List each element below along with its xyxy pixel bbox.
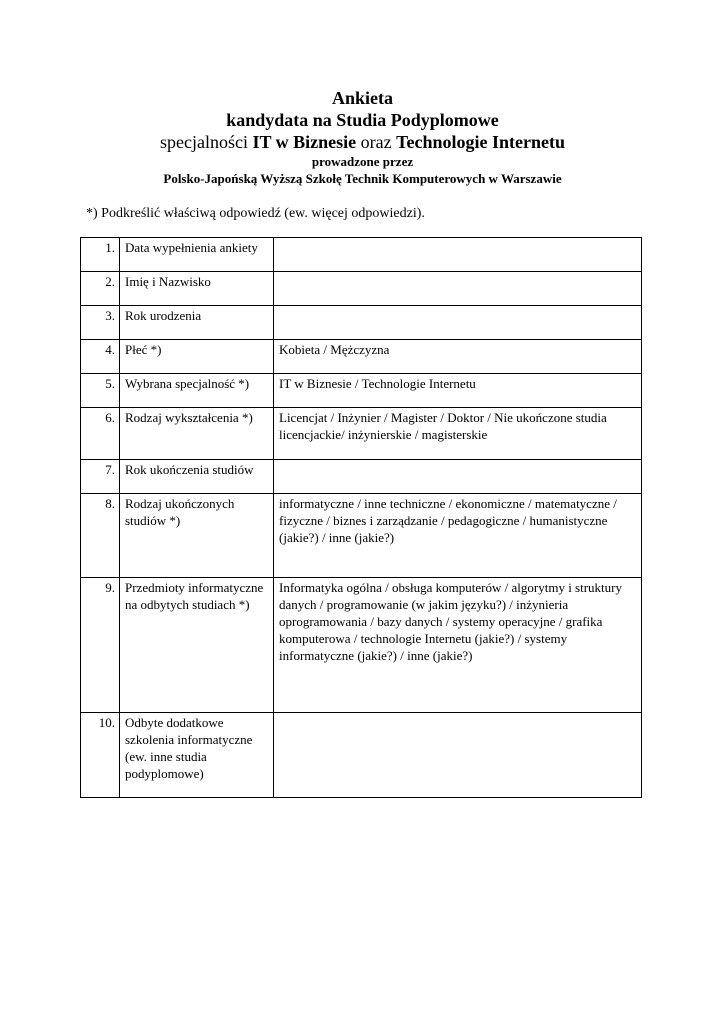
instruction-note: *) Podkreślić właściwą odpowiedź (ew. więcej odpowiedzi). (86, 206, 425, 221)
row-number: 9. (81, 578, 120, 713)
row-number: 1. (81, 238, 120, 272)
table-row (81, 340, 642, 374)
table-row (81, 374, 642, 408)
answer-field[interactable] (274, 306, 642, 340)
run-by: prowadzone przez (311, 154, 414, 169)
row-number: 2. (81, 272, 120, 306)
row-label: Wybrana specjalność *) (120, 374, 274, 408)
spec-it-business: IT w Biznesie (252, 132, 357, 152)
table-row (81, 272, 642, 306)
table-row (81, 460, 642, 494)
row-number: 4. (81, 340, 120, 374)
row-number: 8. (81, 494, 120, 578)
row-label: Odbyte dodatkowe szkolenia informatyczne (ew. inne studia podyplomowe) (120, 713, 274, 798)
row-label: Data wypełnienia ankiety (120, 238, 274, 272)
spec-prefix: specjalności (160, 132, 248, 152)
document-subtitle: kandydata na Studia Podyplomowe (226, 110, 499, 130)
row-label: Rodzaj ukończonych studiów *) (120, 494, 274, 578)
row-label: Imię i Nazwisko (120, 272, 274, 306)
spec-internet-tech: Technologie Internetu (396, 132, 565, 152)
document-title: Ankieta (331, 88, 393, 108)
table-row (81, 238, 642, 272)
school-name: Polsko-Japońską Wyższą Szkołę Technik Komputerowych w Warszawie (163, 171, 562, 186)
table-row (81, 713, 642, 798)
row-number: 7. (81, 460, 120, 494)
specialization-line (0, 132, 725, 152)
table-row (81, 306, 642, 340)
answer-options[interactable]: Licencjat / Inżynier / Magister / Doktor / Nie ukończone studia licencjackie/ inżynierskie / magisterskie (274, 408, 642, 460)
row-label: Rok ukończenia studiów (120, 460, 274, 494)
table-row (81, 578, 642, 713)
answer-field[interactable] (274, 460, 642, 494)
table-row (81, 408, 642, 460)
answer-field[interactable] (274, 238, 642, 272)
spec-conj: oraz (360, 132, 392, 152)
row-label: Płeć *) (120, 340, 274, 374)
row-number: 10. (81, 713, 120, 798)
answer-options[interactable]: IT w Biznesie / Technologie Internetu (274, 374, 642, 408)
survey-table (80, 237, 642, 798)
row-number: 3. (81, 306, 120, 340)
answer-field[interactable] (274, 272, 642, 306)
answer-field[interactable] (274, 713, 642, 798)
row-number: 6. (81, 408, 120, 460)
answer-options[interactable]: Kobieta / Mężczyzna (274, 340, 642, 374)
row-label: Przedmioty informatyczne na odbytych studiach *) (120, 578, 274, 713)
answer-options[interactable]: Informatyka ogólna / obsługa komputerów / algorytmy i struktury danych / programowanie (w jakim języku?) / inżynieria oprogramowania / bazy danych / systemy operacyjne / grafika komputerowa / technologie Internetu (jakie?) / systemy informatyczne (jakie?) / inne (jakie?) (274, 578, 642, 713)
row-number: 5. (81, 374, 120, 408)
answer-options[interactable]: informatyczne / inne techniczne / ekonomiczne / matematyczne / fizyczne / biznes i zarządzanie / pedagogiczne / humanistyczne (jakie?) / inne (jakie?) (274, 494, 642, 578)
table-row (81, 494, 642, 578)
row-label: Rodzaj wykształcenia *) (120, 408, 274, 460)
row-label: Rok urodzenia (120, 306, 274, 340)
